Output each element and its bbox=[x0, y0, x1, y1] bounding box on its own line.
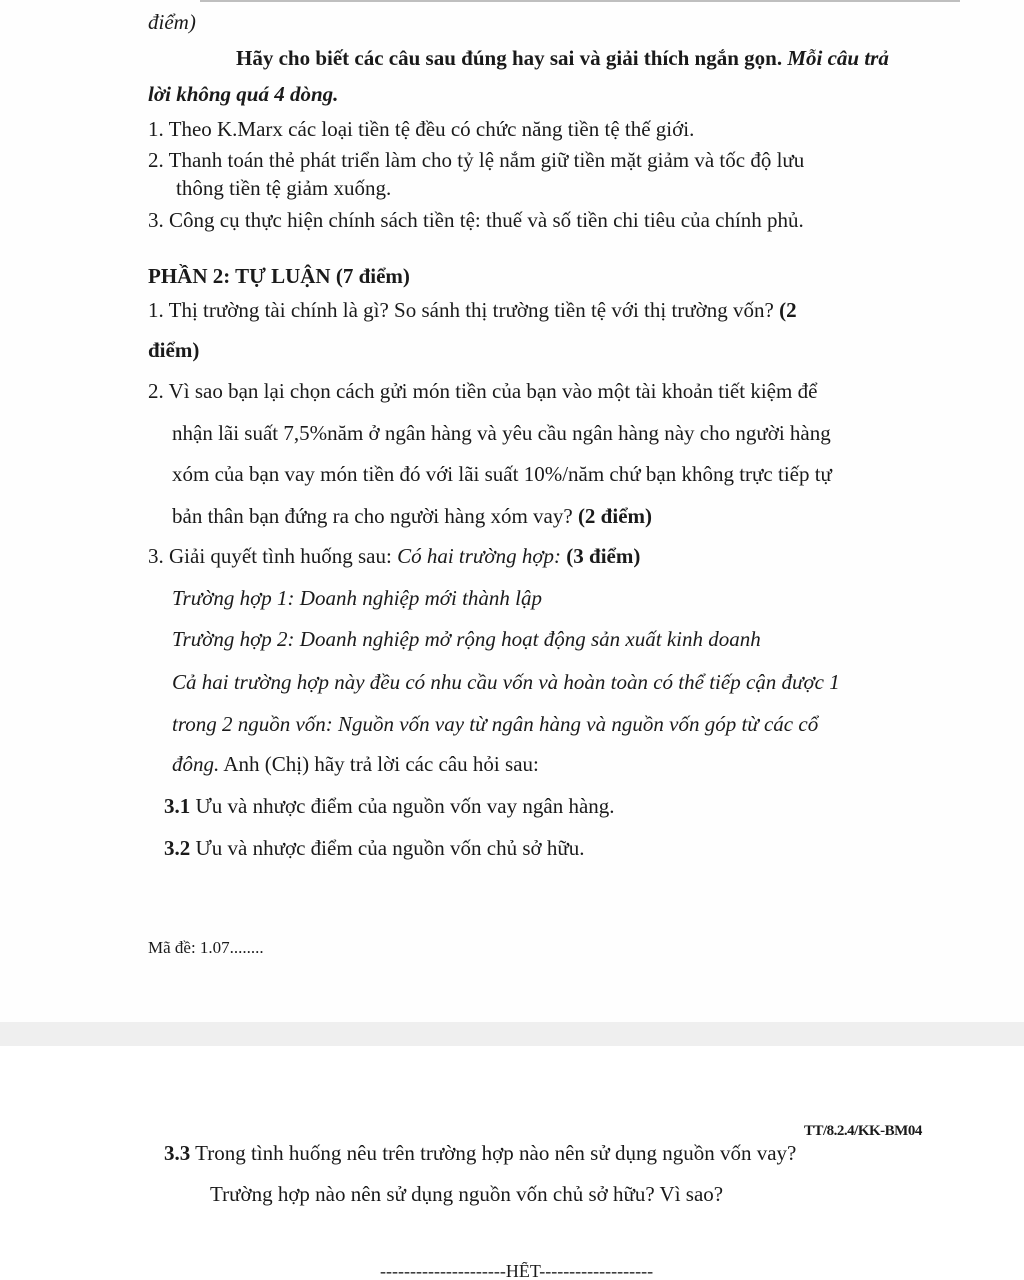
case-note-line-3 bbox=[172, 750, 539, 778]
essay-question-2-text: bản thân bạn đứng ra cho người hàng xóm vay? bbox=[172, 504, 573, 528]
sub-question-3-3-number: 3.3 bbox=[164, 1141, 191, 1165]
essay-question-3-text: 3. Giải quyết tình huống sau: bbox=[148, 544, 392, 568]
essay-question-3 bbox=[148, 542, 640, 570]
case-2: Trường hợp 2: Doanh nghiệp mở rộng hoạt động sản xuất kinh doanh bbox=[172, 627, 761, 651]
tf-question-2-continued: thông tiền tệ giảm xuống. bbox=[176, 176, 392, 200]
diem-fragment: điểm) bbox=[148, 10, 196, 34]
page-gap bbox=[0, 1022, 1024, 1046]
instruction-italic: Mỗi câu trả bbox=[787, 46, 889, 70]
part2-heading: PHẦN 2: TỰ LUẬN (7 điểm) bbox=[148, 264, 410, 288]
essay-question-1-points-continued: điểm) bbox=[148, 338, 200, 362]
case-note-rest: Anh (Chị) hãy trả lời các câu hỏi sau: bbox=[223, 752, 539, 776]
end-marker: ---------------------HẾT------------------- bbox=[380, 1262, 654, 1280]
sub-question-3-1-text: Ưu và nhược điểm của nguồn vốn vay ngân hàng. bbox=[195, 794, 615, 818]
tf-question-2: 2. Thanh toán thẻ phát triển làm cho tỷ lệ nắm giữ tiền mặt giảm và tốc độ lưu bbox=[148, 148, 805, 172]
essay-question-2-line-3: xóm của bạn vay món tiền đó với lãi suất 10%/năm chứ bạn không trực tiếp tự bbox=[172, 462, 832, 486]
sub-question-3-2-number: 3.2 bbox=[164, 836, 191, 860]
essay-question-2-line-1: 2. Vì sao bạn lại chọn cách gửi món tiền của bạn vào một tài khoản tiết kiệm để bbox=[148, 379, 818, 403]
essay-question-2-points: (2 điểm) bbox=[577, 504, 653, 528]
instruction-bold: Hãy cho biết các câu sau đúng hay sai và giải thích ngắn gọn. bbox=[236, 46, 783, 70]
sub-question-3-2 bbox=[164, 834, 585, 862]
tf-question-1: 1. Theo K.Marx các loại tiền tệ đều có chức năng tiền tệ thế giới. bbox=[148, 117, 695, 141]
case-note-italic: đông. bbox=[172, 752, 220, 776]
essay-question-1-text: 1. Thị trường tài chính là gì? So sánh thị trường tiền tệ với thị trường vốn? bbox=[148, 298, 774, 322]
form-code: TT/8.2.4/KK-BM04 bbox=[804, 1123, 922, 1139]
instruction bbox=[236, 44, 889, 72]
instruction-continued: lời không quá 4 dòng. bbox=[148, 82, 339, 106]
essay-question-1 bbox=[148, 296, 797, 324]
sub-question-3-3-continued: Trường hợp nào nên sử dụng nguồn vốn chủ sở hữu? Vì sao? bbox=[210, 1182, 724, 1206]
sub-question-3-3-text: Trong tình huống nêu trên trường hợp nào nên sử dụng nguồn vốn vay? bbox=[195, 1141, 797, 1165]
essay-question-2-line-2: nhận lãi suất 7,5%năm ở ngân hàng và yêu cầu ngân hàng này cho người hàng bbox=[172, 421, 831, 445]
sub-question-3-1-number: 3.1 bbox=[164, 794, 191, 818]
sub-question-3-3 bbox=[164, 1139, 796, 1167]
case-note-line-1: Cả hai trường hợp này đều có nhu cầu vốn và hoàn toàn có thể tiếp cận được 1 bbox=[172, 670, 840, 694]
tf-question-3: 3. Công cụ thực hiện chính sách tiền tệ: thuế và số tiền chi tiêu của chính phủ. bbox=[148, 208, 804, 232]
essay-question-3-points: (3 điểm) bbox=[566, 544, 641, 568]
case-1: Trường hợp 1: Doanh nghiệp mới thành lập bbox=[172, 586, 543, 610]
top-divider bbox=[200, 0, 960, 2]
essay-question-1-points: (2 bbox=[779, 298, 797, 322]
sub-question-3-2-text: Ưu và nhược điểm của nguồn vốn chủ sở hữu. bbox=[195, 836, 585, 860]
essay-question-2-line-4 bbox=[172, 502, 652, 530]
sub-question-3-1 bbox=[164, 792, 615, 820]
case-note-line-2: trong 2 nguồn vốn: Nguồn vốn vay từ ngân hàng và nguồn vốn góp từ các cổ bbox=[172, 712, 819, 736]
exam-code: Mã đề: 1.07........ bbox=[148, 938, 264, 957]
essay-question-3-italic: Có hai trường hợp: bbox=[397, 544, 562, 568]
